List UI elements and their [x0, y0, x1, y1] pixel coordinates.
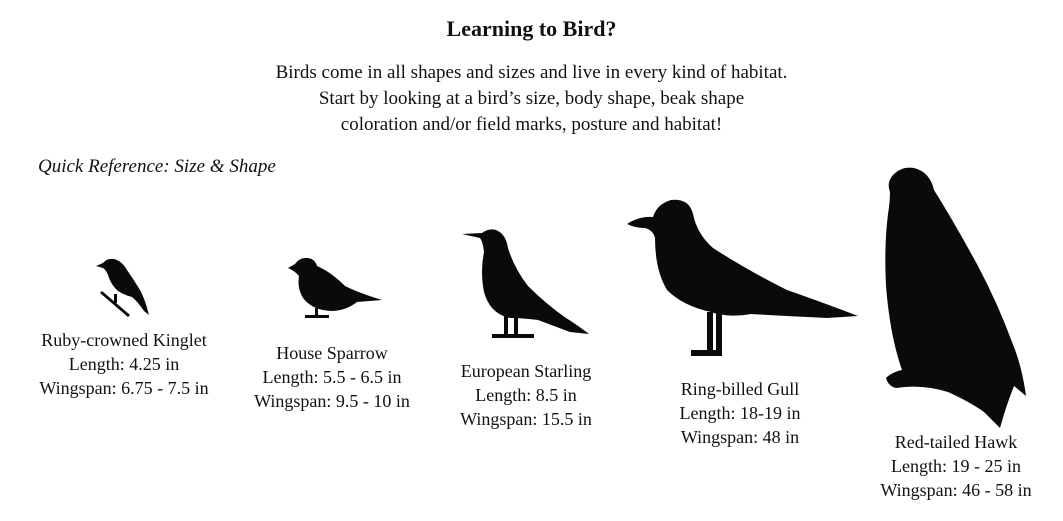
- starling-silhouette-icon: [462, 228, 592, 346]
- bird-name: European Starling: [460, 361, 592, 381]
- bird-length: Length: 19 - 25 in: [891, 456, 1021, 476]
- intro-line: Start by looking at a bird’s size, body shape, beak shape: [318, 88, 745, 109]
- bird-length: Length: 8.5 in: [475, 385, 577, 405]
- intro-line: Birds come in all shapes and sizes and live in every kind of habitat.: [275, 62, 788, 83]
- bird-caption-hawk: [856, 430, 1056, 502]
- bird-name: Red-tailed Hawk: [894, 432, 1018, 452]
- hawk-silhouette-icon: [882, 166, 1028, 428]
- bird-length: Length: 5.5 - 6.5 in: [262, 367, 402, 387]
- intro-line: coloration and/or field marks, posture and habitat!: [340, 114, 723, 135]
- bird-caption-sparrow: [232, 341, 432, 413]
- bird-name: Ruby-crowned Kinglet: [41, 330, 207, 350]
- bird-length: Length: 18-19 in: [679, 403, 801, 423]
- section-label: Quick Reference: Size & Shape: [38, 156, 276, 177]
- gull-silhouette-icon: [627, 198, 859, 362]
- bird-wingspan: Wingspan: 9.5 - 10 in: [254, 391, 410, 411]
- bird-caption-gull: [640, 377, 840, 449]
- sparrow-silhouette-icon: [287, 256, 383, 320]
- bird-wingspan: Wingspan: 46 - 58 in: [880, 480, 1032, 500]
- bird-length: Length: 4.25 in: [68, 354, 180, 374]
- bird-name: House Sparrow: [276, 343, 388, 363]
- bird-wingspan: Wingspan: 6.75 - 7.5 in: [39, 378, 209, 398]
- page-title: Learning to Bird?: [446, 16, 617, 41]
- bird-wingspan: Wingspan: 15.5 in: [460, 409, 592, 429]
- intro-text: [0, 60, 1063, 138]
- bird-caption-kinglet: [24, 328, 224, 400]
- bird-caption-starling: [426, 359, 626, 431]
- bird-name: Ring-billed Gull: [680, 379, 800, 399]
- kinglet-silhouette-icon: [94, 257, 152, 319]
- bird-wingspan: Wingspan: 48 in: [680, 427, 800, 447]
